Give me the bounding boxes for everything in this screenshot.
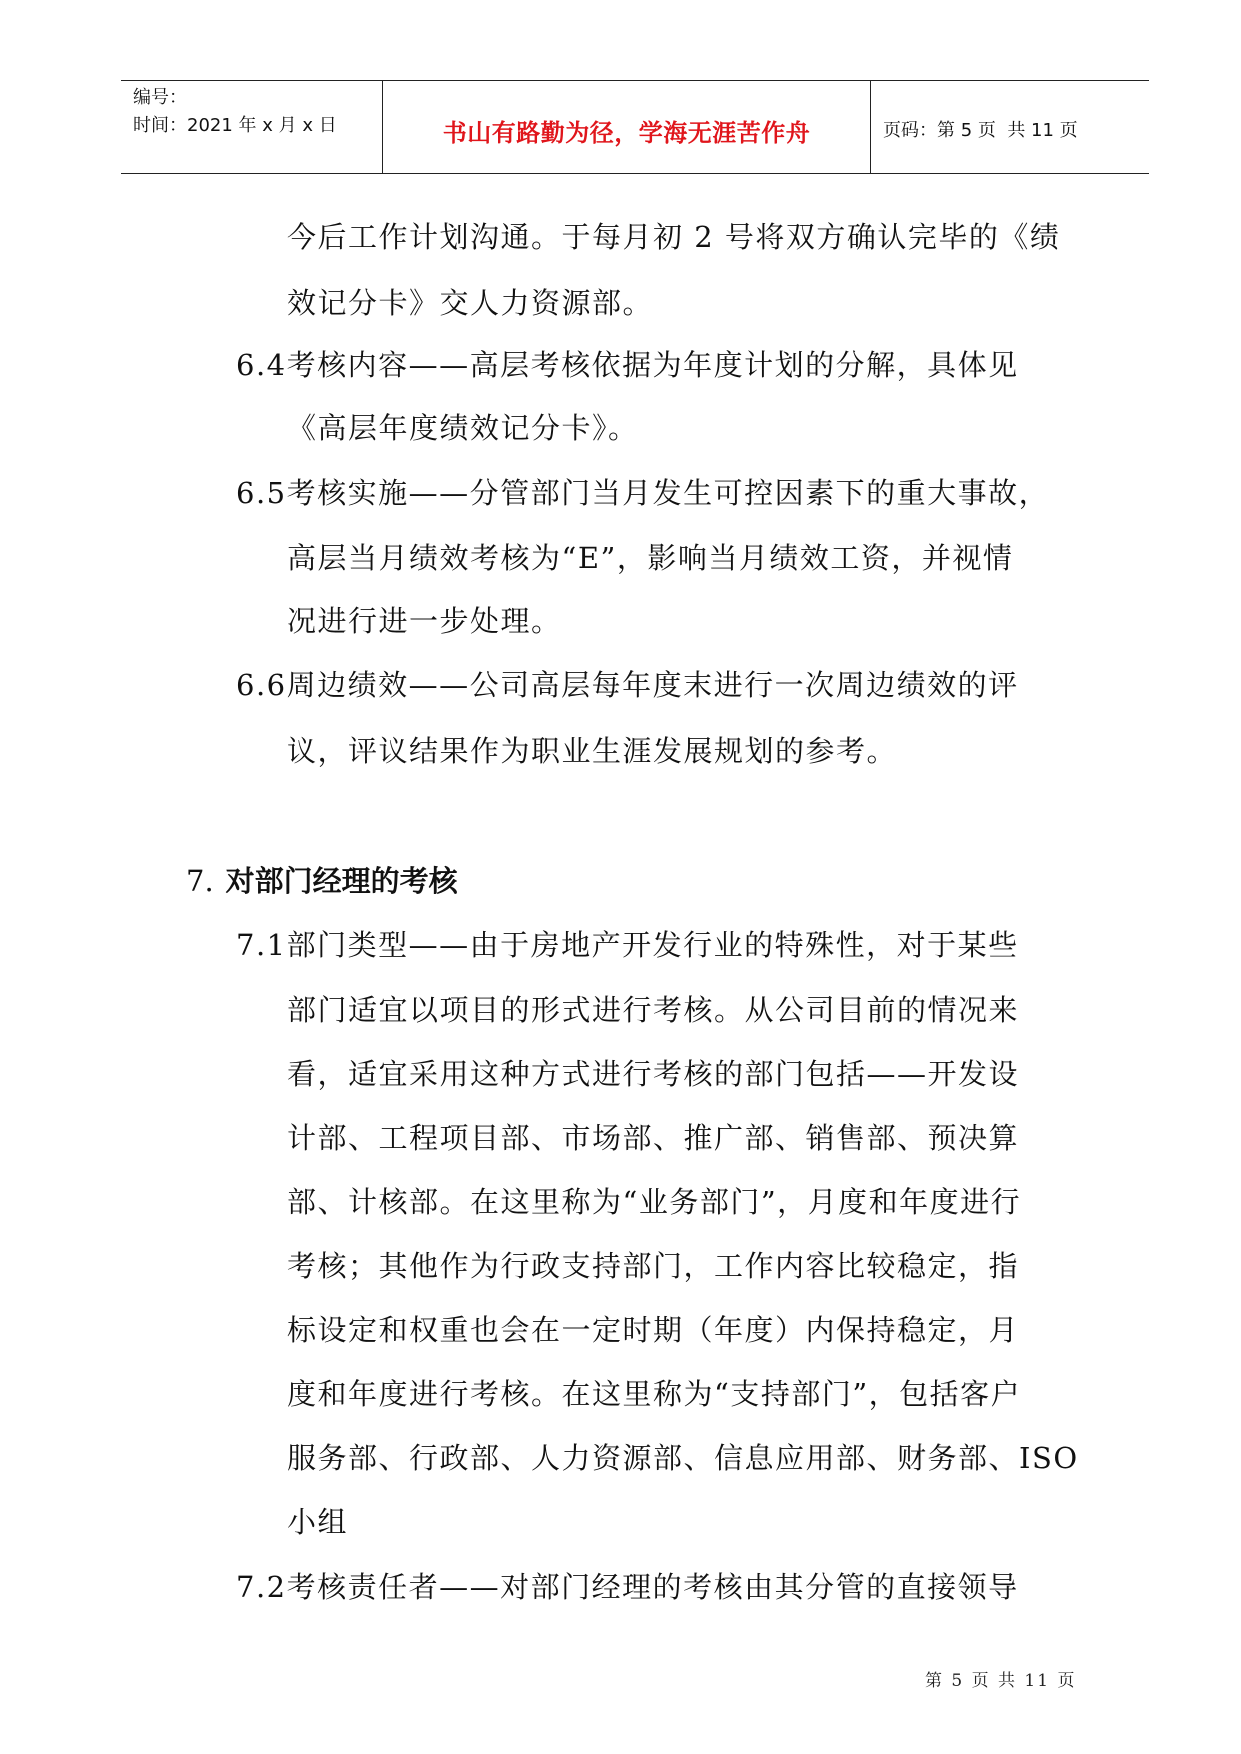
page-label: 页码：第 5 页 共 11 页 bbox=[883, 120, 1078, 141]
header-page-cell bbox=[871, 81, 1149, 173]
document-header bbox=[121, 80, 1149, 174]
motto: 书山有路勤为径，学海无涯苦作舟 bbox=[442, 118, 811, 147]
body-line: 况进行进一步处理。 bbox=[287, 604, 562, 638]
body-line: 效记分卡》交人力资源部。 bbox=[287, 286, 654, 320]
body-line: 《高层年度绩效记分卡》。 bbox=[287, 411, 639, 445]
section-title: 对部门经理的考核 bbox=[225, 864, 458, 898]
body-line: 服务部、行政部、人力资源部、信息应用部、财务部、ISO bbox=[287, 1441, 1079, 1475]
header-motto-cell bbox=[383, 81, 871, 173]
body-line: 度和年度进行考核。在这里称为“支持部门”，包括客户 bbox=[287, 1377, 1022, 1411]
body-line: 6.4考核内容——高层考核依据为年度计划的分解，具体见 bbox=[236, 348, 1019, 382]
body-line: 6.6周边绩效——公司高层每年度末进行一次周边绩效的评 bbox=[236, 668, 1019, 702]
section-number: 7. bbox=[186, 864, 214, 898]
body-line: 看，适宜采用这种方式进行考核的部门包括——开发设 bbox=[287, 1057, 1020, 1091]
page-footer: 第 5 页 共 11 页 bbox=[925, 1671, 1077, 1691]
body-line: 7.2考核责任者——对部门经理的考核由其分管的直接领导 bbox=[236, 1570, 1019, 1604]
number-label: 编号： bbox=[133, 87, 187, 108]
body-line: 部门适宜以项目的形式进行考核。从公司目前的情况来 bbox=[287, 993, 1020, 1027]
body-line: 计部、工程项目部、市场部、推广部、销售部、预决算 bbox=[287, 1121, 1020, 1155]
body-line: 标设定和权重也会在一定时期（年度）内保持稳定，月 bbox=[287, 1313, 1020, 1347]
body-line: 今后工作计划沟通。于每月初 2 号将双方确认完毕的《绩 bbox=[287, 220, 1061, 254]
body-line: 小组 bbox=[287, 1505, 349, 1539]
body-line: 部、计核部。在这里称为“业务部门”，月度和年度进行 bbox=[287, 1185, 1022, 1219]
body-line: 6.5考核实施——分管部门当月发生可控因素下的重大事故， bbox=[236, 476, 1050, 510]
body-line: 考核；其他作为行政支持部门，工作内容比较稳定，指 bbox=[287, 1249, 1020, 1283]
body-line: 议，评议结果作为职业生涯发展规划的参考。 bbox=[287, 734, 898, 768]
time-label: 时间：2021 年 x 月 x 日 bbox=[133, 115, 337, 136]
body-line: 7.1部门类型——由于房地产开发行业的特殊性，对于某些 bbox=[236, 928, 1019, 962]
section-heading bbox=[186, 861, 458, 901]
body-line: 高层当月绩效考核为“E”，影响当月绩效工资，并视情 bbox=[287, 541, 1014, 575]
header-meta-cell bbox=[121, 81, 383, 173]
